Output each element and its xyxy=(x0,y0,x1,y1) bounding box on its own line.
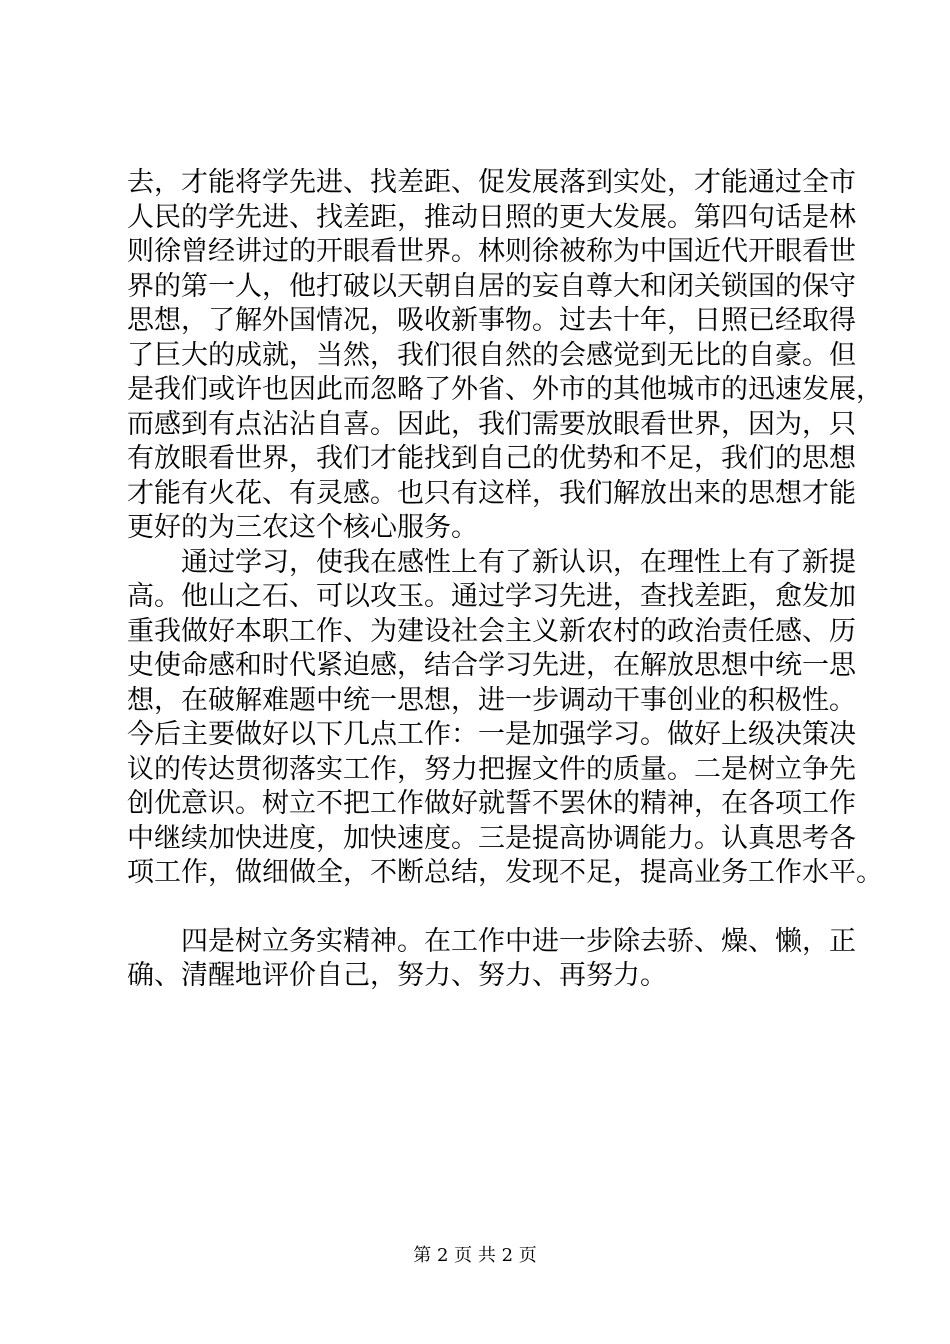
document-body xyxy=(127,166,883,994)
text-line: 中继续加快进度，加快速度。三是提高协调能力。认真思考各 xyxy=(127,822,856,854)
paragraph-gap xyxy=(127,891,849,925)
text-line: 有放眼看世界，我们才能找到自己的优势和不足，我们的思想 xyxy=(127,443,856,474)
text-line: 是我们或许也因此而忽略了外省、外市的其他城市的迅速发展， xyxy=(127,374,883,405)
page-footer: 第 2 页 共 2 页 xyxy=(413,1245,537,1266)
text-line: 项工作，做细做全，不断总结，发现不足，提高业务工作水平。 xyxy=(127,857,883,888)
text-line: 确、清醒地评价自己，努力、努力、再努力。 xyxy=(127,960,667,991)
text-line: 高。他山之石、可以攻玉。通过学习先进，查找差距，愈发加 xyxy=(127,581,856,612)
text-line: 去，才能将学先进、找差距、促发展落到实处，才能通过全市 xyxy=(127,167,856,198)
text-line: 今后主要做好以下几点工作：一是加强学习。做好上级决策决 xyxy=(127,719,856,750)
text-line: 界的第一人，他打破以天朝自居的妄自尊大和闭关锁国的保守 xyxy=(127,270,856,302)
paragraph xyxy=(127,546,883,891)
text-line: 了巨大的成就，当然，我们很自然的会感觉到无比的自豪。但 xyxy=(127,339,856,371)
text-line: 而感到有点沾沾自喜。因此，我们需要放眼看世界，因为，只 xyxy=(127,408,856,440)
text-line: 史使命感和时代紧迫感，结合学习先进，在解放思想中统一思 xyxy=(127,650,856,681)
text-line: 四是树立务实精神。在工作中进一步除去骄、燥、懒，正 xyxy=(181,925,856,957)
text-line: 创优意识。树立不把工作做好就誓不罢休的精神，在各项工作 xyxy=(127,788,856,819)
text-line: 才能有火花、有灵感。也只有这样，我们解放出来的思想才能 xyxy=(127,477,856,509)
text-line: 议的传达贯彻落实工作，努力把握文件的质量。二是树立争先 xyxy=(127,753,856,785)
paragraph xyxy=(127,925,856,994)
text-line: 人民的学先进、找差距，推动日照的更大发展。第四句话是林 xyxy=(127,201,856,233)
text-line: 思想，了解外国情况，吸收新事物。过去十年，日照已经取得 xyxy=(127,305,856,336)
text-line: 重我做好本职工作、为建设社会主义新农村的政治责任感、历 xyxy=(127,615,856,647)
text-line: 想，在破解难题中统一思想，进一步调动干事创业的积极性。 xyxy=(127,684,856,716)
text-line: 通过学习，使我在感性上有了新认识，在理性上有了新提 xyxy=(181,546,856,578)
text-line: 更好的为三农这个核心服务。 xyxy=(127,512,478,543)
paragraph xyxy=(127,166,883,546)
text-line: 则徐曾经讲过的开眼看世界。林则徐被称为中国近代开眼看世 xyxy=(127,236,856,267)
